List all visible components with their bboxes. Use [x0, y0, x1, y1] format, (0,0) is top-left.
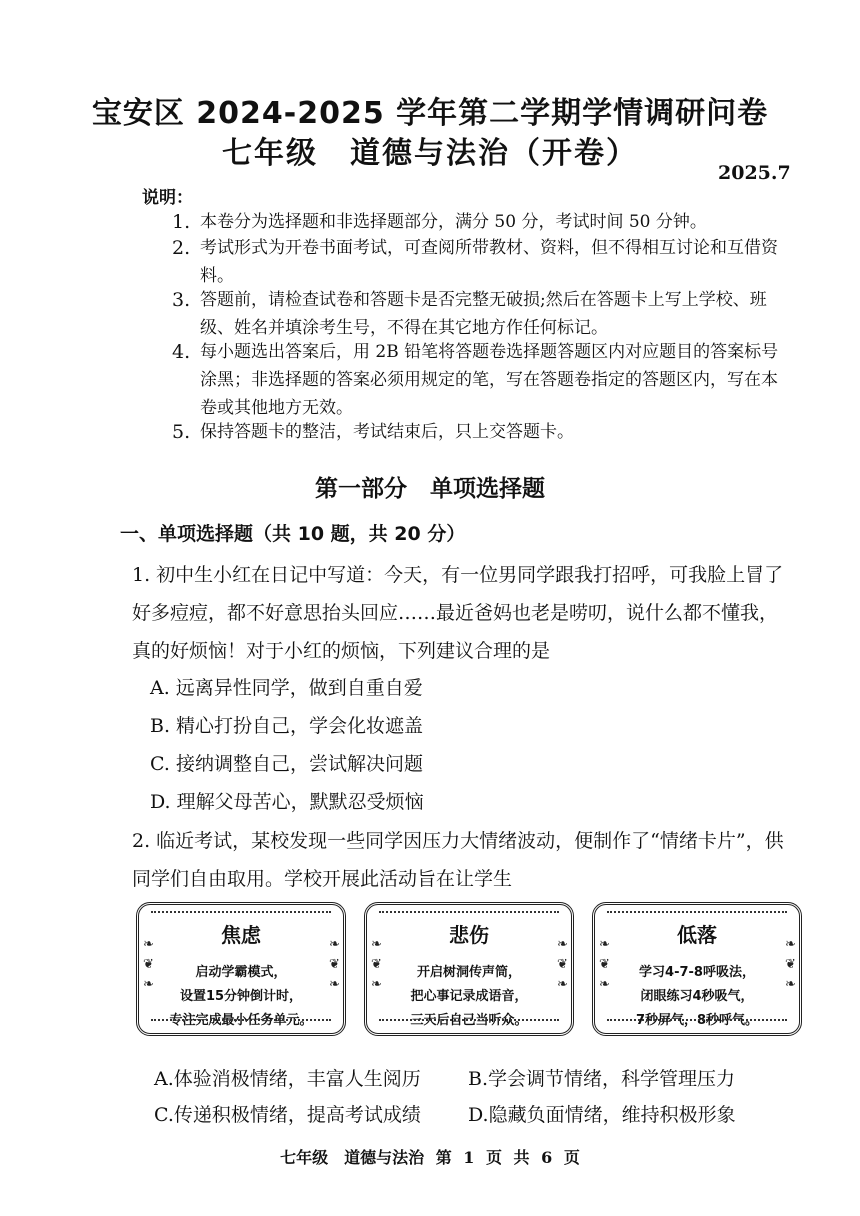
part-title: 第一部分 单项选择题: [315, 476, 545, 502]
q2-option-c[interactable]: C.传递积极情绪，提高考试成绩: [154, 1104, 421, 1126]
card-title: 焦虑: [221, 923, 261, 947]
note-item: [172, 338, 792, 422]
exam-title: 宝安区 2024-2025 学年第二学期学情调研问卷: [91, 96, 769, 131]
card-title: 悲伤: [449, 923, 489, 947]
note-number: 3.: [172, 289, 191, 311]
q2-option-d[interactable]: D.隐藏负面情绪，维持积极形象: [468, 1104, 736, 1126]
note-text: 每小题选出答案后，用 2B 铅笔将答题卷选择题答题区内对应题目的答案标号涂黑；非选择题的答案必须用规定的笔，写在答题卷指定的答题区内，写在本卷或其他地方无效。: [200, 342, 779, 418]
notes-label: 说明：: [142, 188, 193, 208]
card-line: 三天后自己当听众。: [410, 1013, 528, 1028]
card-title: 低落: [677, 923, 717, 947]
note-item: [172, 234, 792, 290]
q1-option-a[interactable]: A. 远离异性同学，做到自重自爱: [150, 677, 423, 699]
question-2-stem: 2. 临近考试，某校发现一些同学因压力大情绪波动，便制作了“情绪卡片”，供同学们自由取用。学校开展此活动旨在让学生: [132, 830, 784, 890]
card-line: 闭眼练习4秒吸气，: [640, 989, 754, 1004]
note-number: 1.: [172, 211, 191, 233]
question-1-stem: 1. 初中生小红在日记中写道：今天，有一位男同学跟我打招呼，可我脸上冒了好多痘痘，都不好意思抬头回应……最近爸妈也老是唠叨，说什么都不懂我，真的好烦恼！对于小红的烦恼，下列建议合理的是: [132, 564, 784, 662]
card-line: 专注完成最小任务单元。: [169, 1013, 313, 1028]
exam-subtitle: 七年级 道德与法治（开卷）: [222, 136, 638, 171]
ornament-swirl-icon: ❧ ❦ ❧: [143, 937, 154, 992]
q1-option-c[interactable]: C. 接纳调整自己，尝试解决问题: [150, 753, 423, 775]
page-footer: 七年级 道德与法治 第 1 页 共 6 页: [280, 1148, 580, 1167]
ornament-swirl-icon: ❧ ❦ ❧: [557, 937, 568, 992]
ornament-swirl-icon: ❧ ❦ ❧: [599, 937, 610, 992]
ornament-border: [151, 911, 331, 919]
card-line: 7秒屏气，8秒呼气。: [635, 1013, 759, 1028]
exam-date: 2025.7: [718, 162, 791, 184]
ornament-border: [607, 911, 787, 919]
note-number: 2.: [172, 237, 191, 259]
ornament-border: [607, 1019, 787, 1027]
ornament-border: [379, 911, 559, 919]
section-title: 一、单项选择题（共 10 题，共 20 分）: [120, 523, 466, 545]
ornament-border: [151, 1019, 331, 1027]
card-line: 学习4-7-8呼吸法，: [639, 965, 755, 980]
card-line: 设置15分钟倒计时，: [179, 989, 303, 1004]
note-item: [172, 286, 792, 342]
ornament-swirl-icon: ❧ ❦ ❧: [329, 937, 340, 992]
emotion-card: [136, 902, 346, 1036]
q1-option-d[interactable]: D. 理解父母苦心，默默忍受烦恼: [150, 791, 424, 813]
ornament-swirl-icon: ❧ ❦ ❧: [785, 937, 796, 992]
q1-option-b[interactable]: B. 精心打扮自己，学会化妆遮盖: [150, 715, 424, 737]
card-line: 把心事记录成语音，: [410, 989, 528, 1004]
note-number: 4.: [172, 341, 191, 363]
ornament-swirl-icon: ❧ ❦ ❧: [371, 937, 382, 992]
note-text: 答题前，请检查试卷和答题卡是否完整无破损;然后在答题卡上写上学校、班级、姓名并填涂考生号，不得在其它地方作任何标记。: [200, 290, 767, 338]
ornament-border: [379, 1019, 559, 1027]
note-text: 保持答题卡的整洁，考试结束后，只上交答题卡。: [200, 422, 574, 442]
note-number: 5.: [172, 421, 191, 443]
note-item: [172, 208, 792, 236]
card-line: 启动学霸模式，: [195, 965, 287, 980]
q2-option-a[interactable]: A.体验消极情绪，丰富人生阅历: [154, 1068, 421, 1090]
emotion-card: [592, 902, 802, 1036]
q2-option-b[interactable]: B.学会调节情绪，科学管理压力: [468, 1068, 736, 1090]
note-text: 考试形式为开卷书面考试，可查阅所带教材、资料，但不得相互讨论和互借资料。: [200, 238, 778, 286]
emotion-card: [364, 902, 574, 1036]
note-item: [172, 418, 792, 446]
note-text: 本卷分为选择题和非选择题部分，满分 50 分，考试时间 50 分钟。: [200, 212, 707, 232]
card-line: 开启树洞传声筒，: [416, 965, 521, 980]
emotion-cards: [136, 902, 816, 1040]
